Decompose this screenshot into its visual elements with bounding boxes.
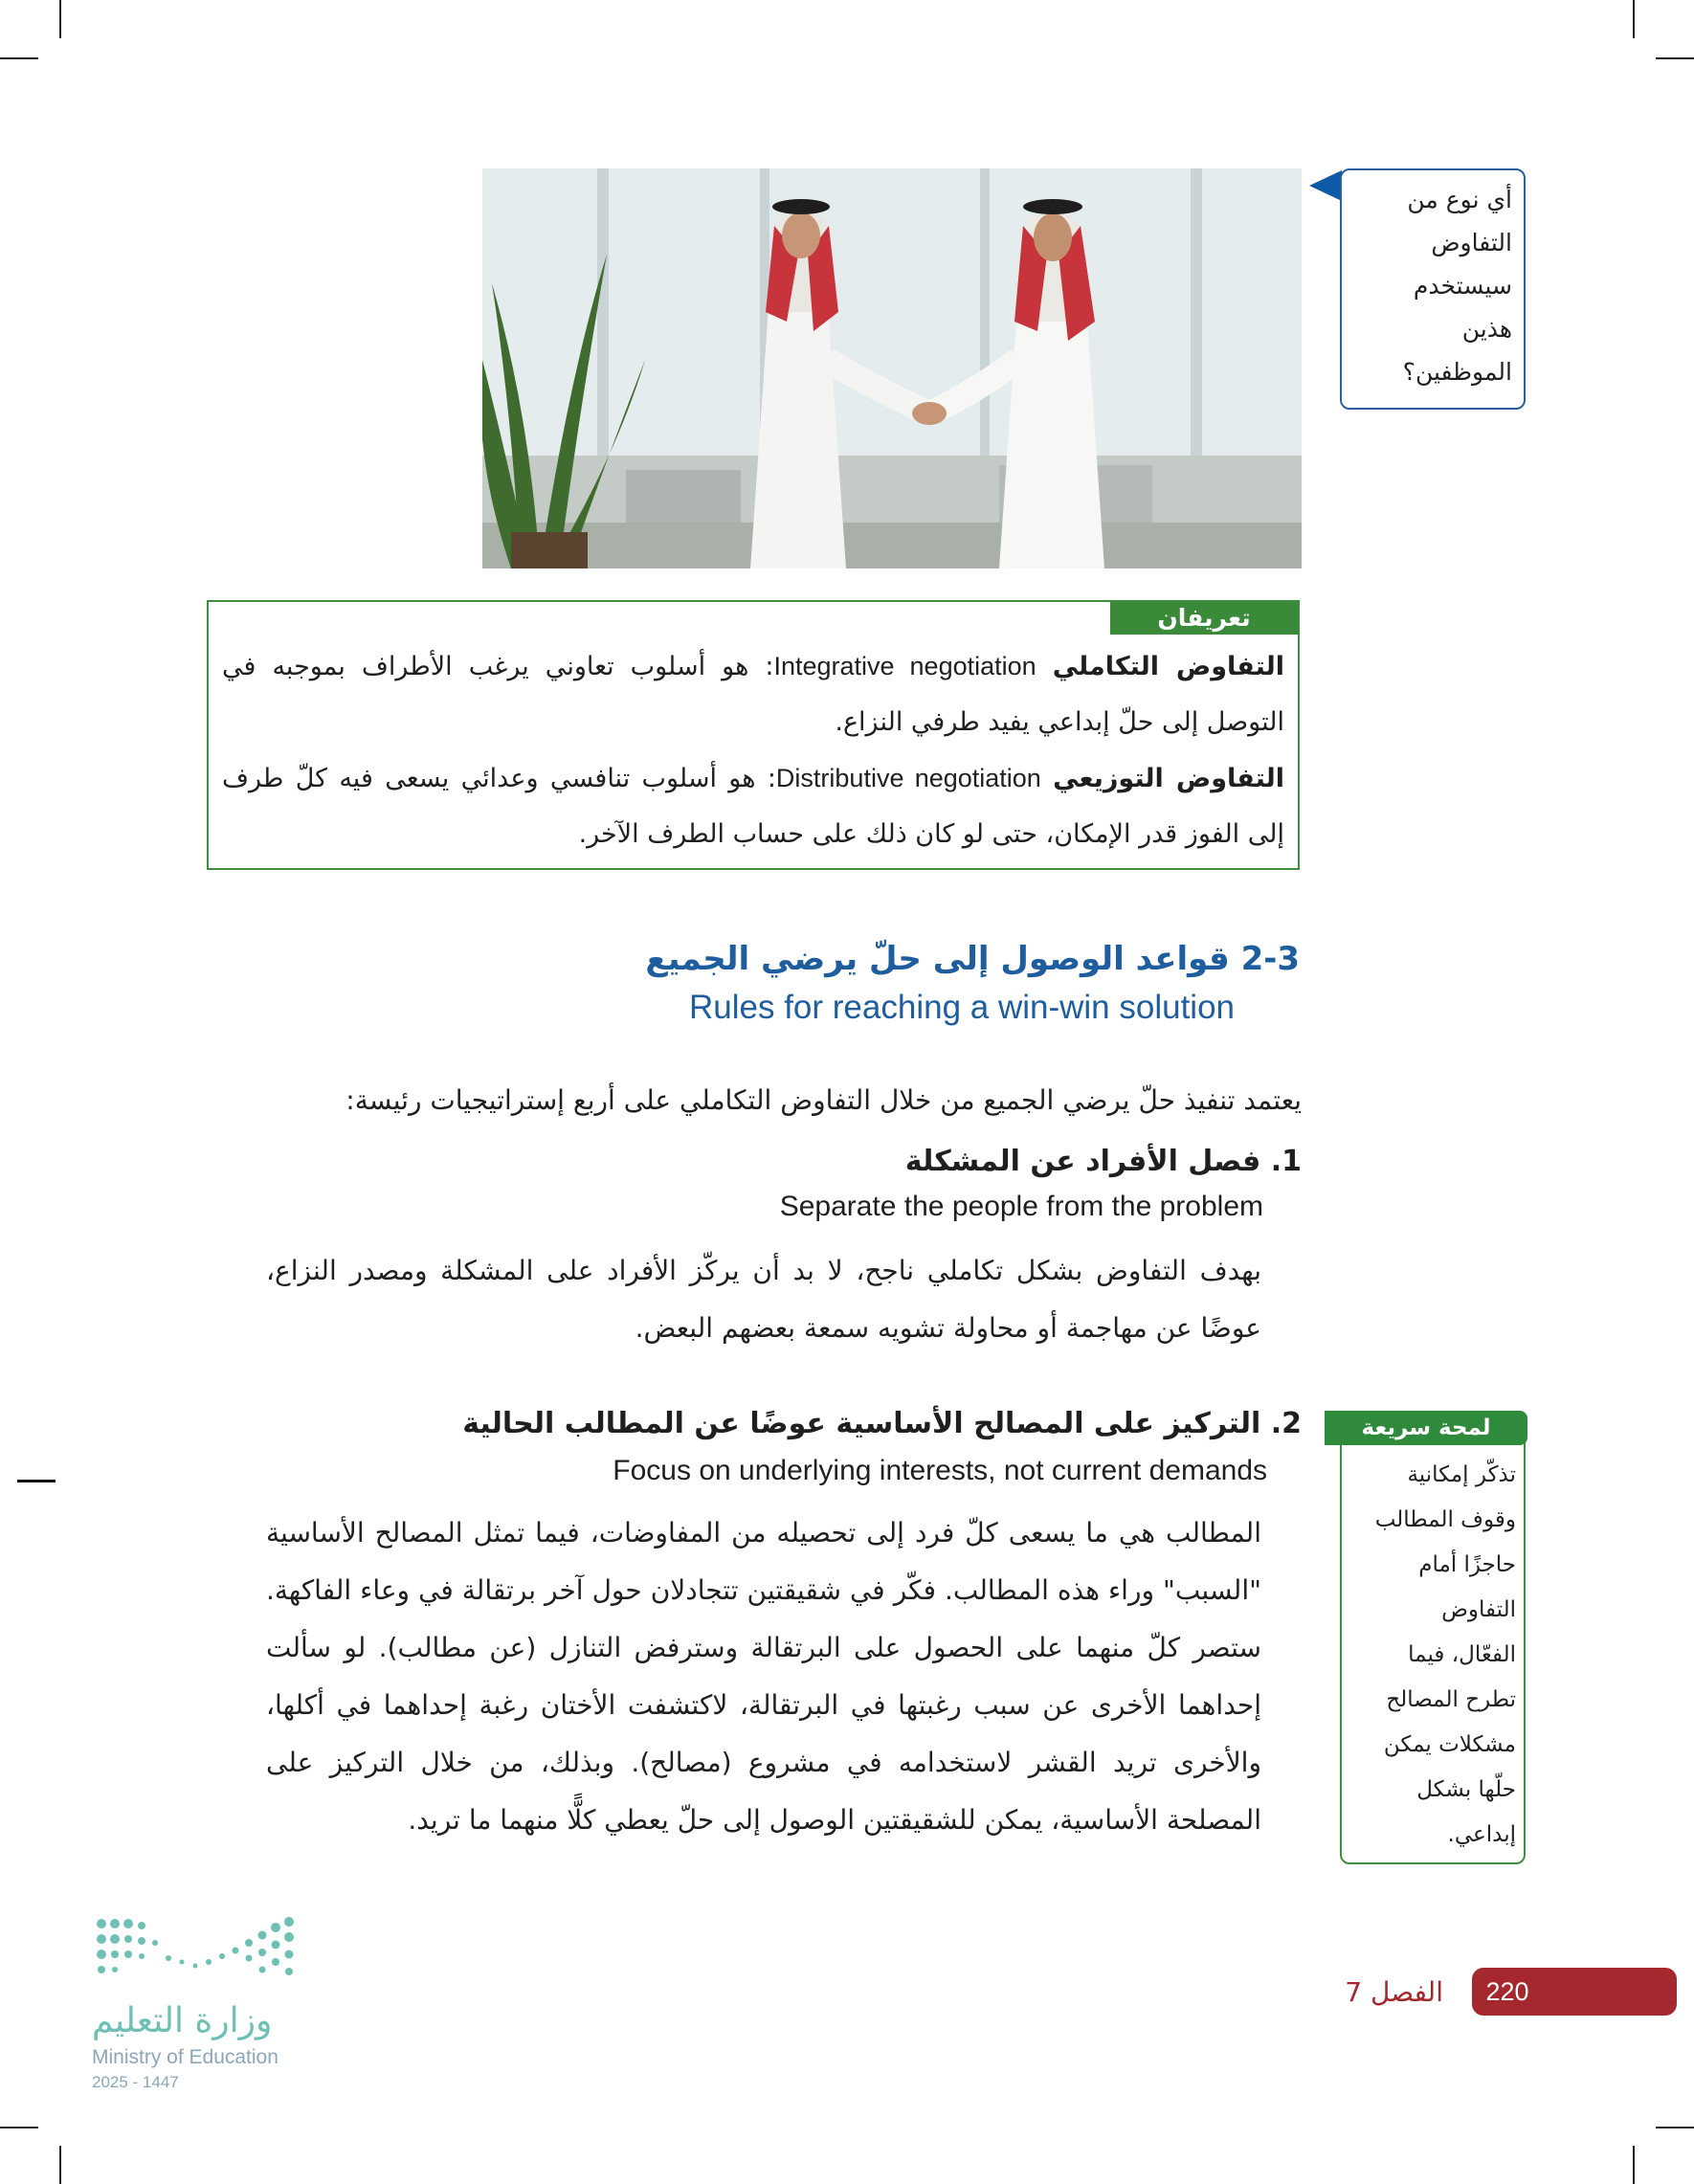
item1-title-en: Separate the people from the problem: [779, 1191, 1263, 1222]
ministry-year: 2025 - 1447: [92, 2073, 179, 2091]
question-callout: [1340, 168, 1526, 410]
crop-mark: [1656, 57, 1694, 59]
item2-title-en: Focus on underlying interests, not current demands: [613, 1455, 1267, 1486]
glance-line: حاجزًا أمام: [1418, 1552, 1516, 1577]
crop-mark: [1656, 2127, 1694, 2128]
section-intro: يعتمد تنفيذ حلّ يرضي الجميع من خلال التفاوض التكاملي على أربع إستراتيجيات رئيسة:: [345, 1084, 1302, 1116]
crop-mark: [59, 0, 61, 38]
crop-mark: [1633, 2146, 1635, 2184]
callout-line: سيستخدم: [1413, 272, 1512, 300]
definitions-body: [222, 638, 1284, 862]
page-number: 220: [1485, 1977, 1529, 2006]
item1-body: بهدف التفاوض بشكل تكاملي ناجح، لا بد أن يركّز الأفراد على المشكلة ومصدر النزاع، عوضًا عن مهاجمة أو محاولة تشويه سمعة بعضهم البعض.: [266, 1255, 1261, 1344]
definition-integrative-text: : هو أسلوب تعاوني يرغب الأطراف بموجبه في التوصل إلى حلّ إبداعي يفيد طرفي النزاع.: [222, 652, 1284, 737]
glance-line: التفاوض: [1441, 1597, 1516, 1622]
item1-title-ar: 1. فصل الأفراد عن المشكلة: [904, 1145, 1302, 1178]
section-title-ar: 2-3 قواعد الوصول إلى حلّ يرضي الجميع: [645, 940, 1300, 978]
definition-distributive-text: : هو أسلوب تنافسي وعدائي يسعى فيه كلّ طرف إلى الفوز قدر الإمكان، حتى لو كان ذلك على حساب الطرف الآخر.: [222, 764, 1284, 849]
item2-title-ar: 2. التركيز على المصالح الأساسية عوضًا عن المطالب الحالية: [462, 1407, 1302, 1440]
callout-line: أي نوع من: [1407, 186, 1512, 213]
glance-line: حلّها بشكل: [1416, 1777, 1516, 1802]
callout-line: التفاوض: [1431, 229, 1512, 256]
margin-marker: [17, 1480, 56, 1482]
chapter-label: الفصل 7: [1345, 1976, 1443, 2008]
item2-body: المطالب هي ما يسعى كلّ فرد إلى تحصيله من المفاوضات، فيما تمثل المصالح الأساسية "السبب" وراء هذه المطالب. فكّر في شقيقتين تتجادلان حول آخر برتقالة في وعاء الفاكهة. ستصر كلّ منهما على الحصول على البرتقالة وسترفض التنازل (عن مطالب). لو سألت إحداهما الأخرى عن سبب رغبتها في البرتقالة، لاكتشفت الأختان رغبة إحداهما في أكلها، والأخرى تريد القشر لاستخدامه في مشروع (مصالح). وبذلك، من خلال التركيز على المصلحة الأساسية، يمكن للشقيقتين الوصول إلى حلّ يعطي كلًّا منهما ما تريد.: [266, 1517, 1261, 1836]
glance-line: تطرح المصالح: [1386, 1687, 1516, 1712]
term-integrative: التفاوض التكاملي: [1052, 652, 1284, 681]
glance-line: إبداعي.: [1447, 1822, 1516, 1847]
definition-distributive: [222, 750, 1284, 862]
handshake-illustration: [482, 168, 1302, 568]
crop-mark: [1633, 0, 1635, 38]
definition-integrative: [222, 638, 1284, 750]
quick-glance-box: [1340, 1415, 1526, 1864]
ministry-name-ar: وزارة التعليم: [92, 2001, 273, 2040]
glance-line: تذكّر إمكانية: [1407, 1462, 1516, 1487]
term-distributive: التفاوض التوزيعي: [1053, 764, 1284, 793]
section-title-en: Rules for reaching a win-win solution: [689, 989, 1235, 1026]
ministry-name-en: Ministry of Education: [92, 2046, 279, 2068]
term-integrative-en: Integrative negotiation: [773, 652, 1036, 680]
glance-line: الفعّال، فيما: [1408, 1642, 1516, 1667]
glance-line: وقوف المطالب: [1374, 1507, 1516, 1532]
callout-line: الموظفين؟: [1402, 358, 1512, 386]
definitions-title: تعريفان: [1110, 602, 1298, 635]
callout-line: هذين: [1461, 315, 1512, 343]
callout-arrow-icon: [1309, 170, 1342, 201]
quick-glance-title: لمحة سريعة: [1325, 1411, 1527, 1445]
crop-mark: [59, 2146, 61, 2184]
glance-line: مشكلات يمكن: [1383, 1732, 1516, 1757]
quick-glance-body: [1349, 1453, 1516, 1858]
definitions-box: [207, 600, 1300, 870]
term-distributive-en: Distributive negotiation: [775, 764, 1041, 792]
ministry-logo-icon: [92, 1914, 302, 1987]
handshake-photo: [482, 168, 1302, 568]
crop-mark: [0, 2127, 38, 2128]
crop-mark: [0, 57, 38, 59]
